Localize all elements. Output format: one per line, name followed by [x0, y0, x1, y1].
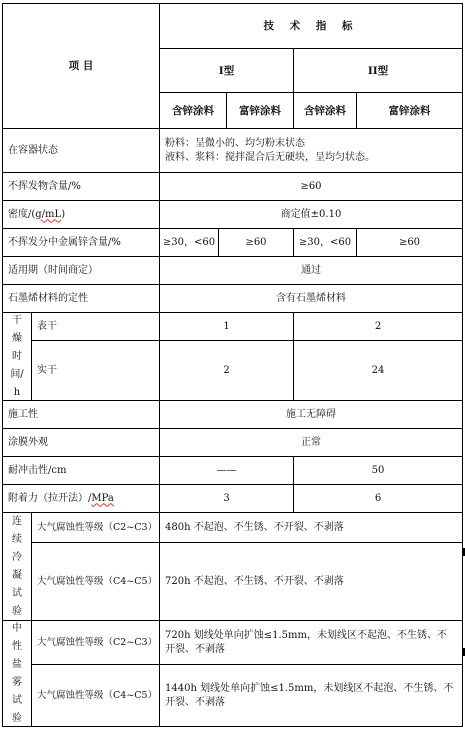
dry-char: 间/ [10, 368, 24, 380]
saltspray-char: 性 [12, 640, 22, 652]
dry-hard-value-1: 2 [223, 364, 230, 376]
dry-group-label [3, 313, 31, 400]
adhesion-label-unit: MPa [91, 492, 114, 504]
zinc-label: 不挥发分中金属锌含量/% [8, 236, 121, 248]
zinc-value-1: ≥30，<60 [162, 236, 216, 248]
condensation-char: 凝 [12, 569, 22, 581]
adhesion-label-pre: 附着力（拉开法）/ [8, 492, 92, 504]
impact-value-1: —— [216, 464, 237, 476]
zinc-value-2: ≥60 [245, 236, 267, 248]
zinc-value-4: ≥60 [398, 236, 421, 248]
condensation-char: 验 [12, 605, 22, 617]
dry-hard-value-2: 24 [371, 364, 385, 376]
saltspray-group-label [3, 621, 31, 726]
state-value [160, 129, 462, 172]
saltspray-c2c3-label: 大气腐蚀性等级（C2~C3） [37, 636, 158, 648]
pot-label: 适用期（时间商定） [8, 264, 98, 276]
saltspray-c4c5-label: 大气腐蚀性等级（C4~C5） [37, 689, 158, 701]
dry-char: h [13, 386, 21, 398]
header-item: 项 目 [68, 60, 94, 72]
appearance-label: 涂膜外观 [8, 436, 48, 448]
saltspray-char: 雾 [12, 676, 22, 688]
density-label-pre: 密度/( [8, 208, 36, 220]
appearance-value: 正常 [301, 436, 321, 448]
header-sub-3: 含锌涂料 [304, 104, 346, 117]
saltspray-char: 中 [12, 622, 22, 634]
workability-value: 施工无障碍 [286, 408, 336, 420]
impact-value-2: 50 [371, 464, 385, 476]
workability-label: 施工性 [8, 408, 38, 420]
dry-char: 时 [12, 350, 22, 362]
dry-surface-value-2: 2 [374, 320, 382, 332]
nonvolatile-label: 不挥发物含量/% [8, 180, 81, 192]
header-spec: 技 术 指 标 [263, 20, 359, 32]
dry-char: 燥 [12, 332, 22, 344]
dry-hard-label: 实干 [37, 364, 57, 376]
saltspray-char: 盐 [12, 658, 22, 670]
condensation-c2c3-label: 大气腐蚀性等级（C2~C3） [37, 521, 158, 533]
pot-value: 通过 [301, 264, 321, 276]
table-border-right [462, 3, 463, 727]
impact-label: 耐冲击性/cm [8, 464, 67, 476]
density-label-post: ) [61, 208, 66, 220]
state-line-2: 液料、浆料：搅拌混合后无硬块，呈均匀状态。 [165, 151, 375, 163]
condensation-c4c5-label: 大气腐蚀性等级（C4~C5） [37, 575, 158, 587]
table-border-bottom [2, 726, 463, 727]
header-type-2: II型 [367, 64, 389, 77]
adhesion-value-2: 6 [374, 492, 382, 504]
header-sub-2: 富锌涂料 [239, 104, 281, 117]
saltspray-char: 验 [12, 712, 22, 724]
condensation-char: 试 [12, 587, 22, 599]
condensation-char: 连 [12, 515, 22, 527]
condensation-c4c5-value: 720h 不起泡、不生锈、不开裂、不剥落 [165, 575, 344, 587]
dry-char: 干 [12, 314, 22, 326]
dry-surface-label: 表干 [37, 320, 57, 332]
nonvolatile-value: ≥60 [300, 180, 322, 192]
adhesion-value-1: 3 [223, 492, 230, 504]
condensation-group-label [3, 513, 31, 620]
header-type-1: I型 [218, 64, 235, 77]
saltspray-c4c5-value: 1440h 划线处单向扩蚀≤1.5mm，未划线区不起泡、不生锈、不开裂、不剥落 [165, 682, 454, 708]
condensation-char: 续 [12, 533, 22, 545]
zinc-value-3: ≥30，<60 [298, 236, 352, 248]
adhesion-label [3, 485, 159, 512]
state-label: 在容器状态 [8, 144, 58, 156]
density-value: 商定值±0.10 [280, 208, 342, 220]
dry-surface-value-1: 1 [223, 320, 230, 332]
header-sub-1: 含锌涂料 [172, 104, 214, 117]
density-label [3, 201, 159, 228]
saltspray-c2c3-value: 720h 划线处单向扩蚀≤1.5mm，未划线区不起泡、不生锈、不开裂、不剥落 [165, 629, 447, 655]
graphene-value: 含有石墨烯材料 [276, 292, 346, 304]
condensation-char: 冷 [12, 551, 22, 563]
condensation-c2c3-value: 480h 不起泡、不生锈、不开裂、不剥落 [165, 521, 344, 533]
state-line-1: 粉料：呈微小的、均匀粉末状态 [165, 137, 305, 149]
saltspray-char: 试 [12, 694, 22, 706]
header-sub-4: 富锌涂料 [388, 104, 431, 117]
density-label-unit: g/mL [35, 208, 62, 220]
graphene-label: 石墨烯材料的定性 [8, 292, 88, 304]
